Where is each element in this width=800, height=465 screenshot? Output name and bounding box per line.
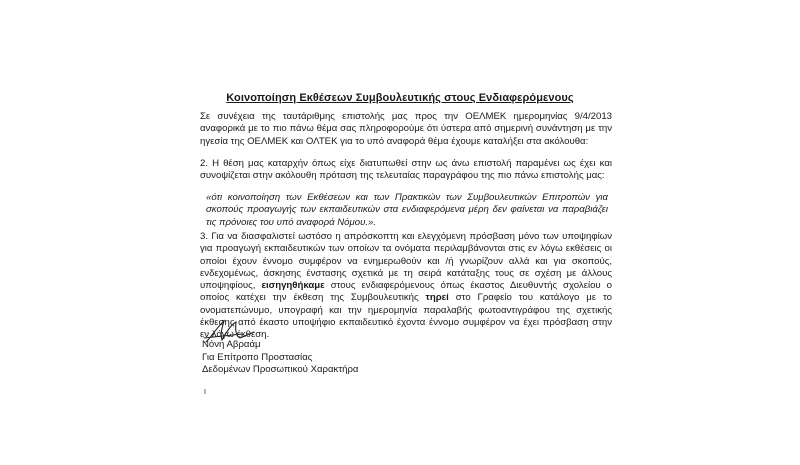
paragraph-3-part-1: 3. Για να διασφαλιστεί ωστόσο η απρόσκοπτη και ελεγχόμενη πρόσβαση μόνο των υποψηφίων για προαγωγή εκπαιδευτικών των οποίων τα ονόματα περιλαμβάνονται στις εν λόγω εκθέσεις οι οποίοι έχουν έννομο συμφέρον να ενημερωθούν και /ή γνωρίζουν αλλά και για σκοπούς, ενδεχομένως, άσκησης ένστασης σχετικά με τη σειρά κατάταξης τους σε σχέση με άλλους υποψηφίους, bbox=[200, 231, 612, 292]
signatory-role-line-2: Δεδομένων Προσωπικού Χαρακτήρα bbox=[202, 364, 359, 376]
paragraph-1-text: Σε συνέχεια της ταυτάριθμης επιστολής μας προς την ΟΕΛΜΕΚ ημερομηνίας 9/4/2013 αναφορικά με το πιο πάνω θέμα σας πληροφορούμε ότι ύστερα από σημερινή συνάντηση με την ηγεσία της ΟΕΛΜΕΚ και ΟΛΤΕΚ για το υπό αναφορά θέμα έχουμε καταλήξει στα ακόλουθα: bbox=[200, 111, 612, 147]
paragraph-2 bbox=[200, 158, 612, 183]
signatory-name: Νόνη Αβραάμ bbox=[202, 339, 261, 350]
paragraph-1 bbox=[200, 111, 612, 148]
paragraph-3-emphasis-1: εισηγηθήκαμε bbox=[261, 280, 325, 292]
signature-block bbox=[202, 339, 358, 377]
document-title: Κοινοποίηση Εκθέσεων Συμβουλευτικής στους Ενδιαφερόμενους bbox=[226, 92, 574, 104]
paragraph-3-part-3: στο Γραφείο του κατάλογο με το ονοματεπώνυμο, υπογραφή και την ημερομηνία παραλαβής φωτοαντιγράφου της σχετικής έκθεσης από έκαστο υποψήφιο εκπαιδευτικό έχοντα έννομο συμφέρον να έχει πρόσβαση στην εν λόγω έκθεση. bbox=[200, 292, 612, 341]
paragraph-3-part-2: στους ενδιαφερόμενους όπως έκαστος Διευθυντής σχολείου ο οποίος κατέχει την έκθεση της Συμβουλευτικής bbox=[200, 280, 612, 304]
signatory-role-line-1: Για Επίτροπο Προστασίας bbox=[202, 351, 313, 363]
paragraph-3-emphasis-2: τηρεί bbox=[425, 292, 449, 304]
quoted-statement bbox=[200, 192, 612, 229]
footer-mark: ι bbox=[204, 386, 206, 396]
quote-text: «ότι κοινοποίηση των Εκθέσεων και των Πρακτικών των Συμβουλευτικών Επιτροπών για σκοπούς προαγωγής των εκπαιδευτικών στα ενδιαφερόμενα μέρη δεν φαίνεται να παραβιάζει τις πρόνοιες του υπό αναφορά Νόμου.». bbox=[206, 192, 608, 228]
paragraph-2-text: 2. Η θέση μας καταρχήν όπως είχε διατυπωθεί στην ως άνω επιστολή παραμένει ως έχει και συνοψίζεται στην ακόλουθη πρόταση της τελευταίας παραγράφου της πιο πάνω επιστολής μας: bbox=[200, 158, 612, 182]
